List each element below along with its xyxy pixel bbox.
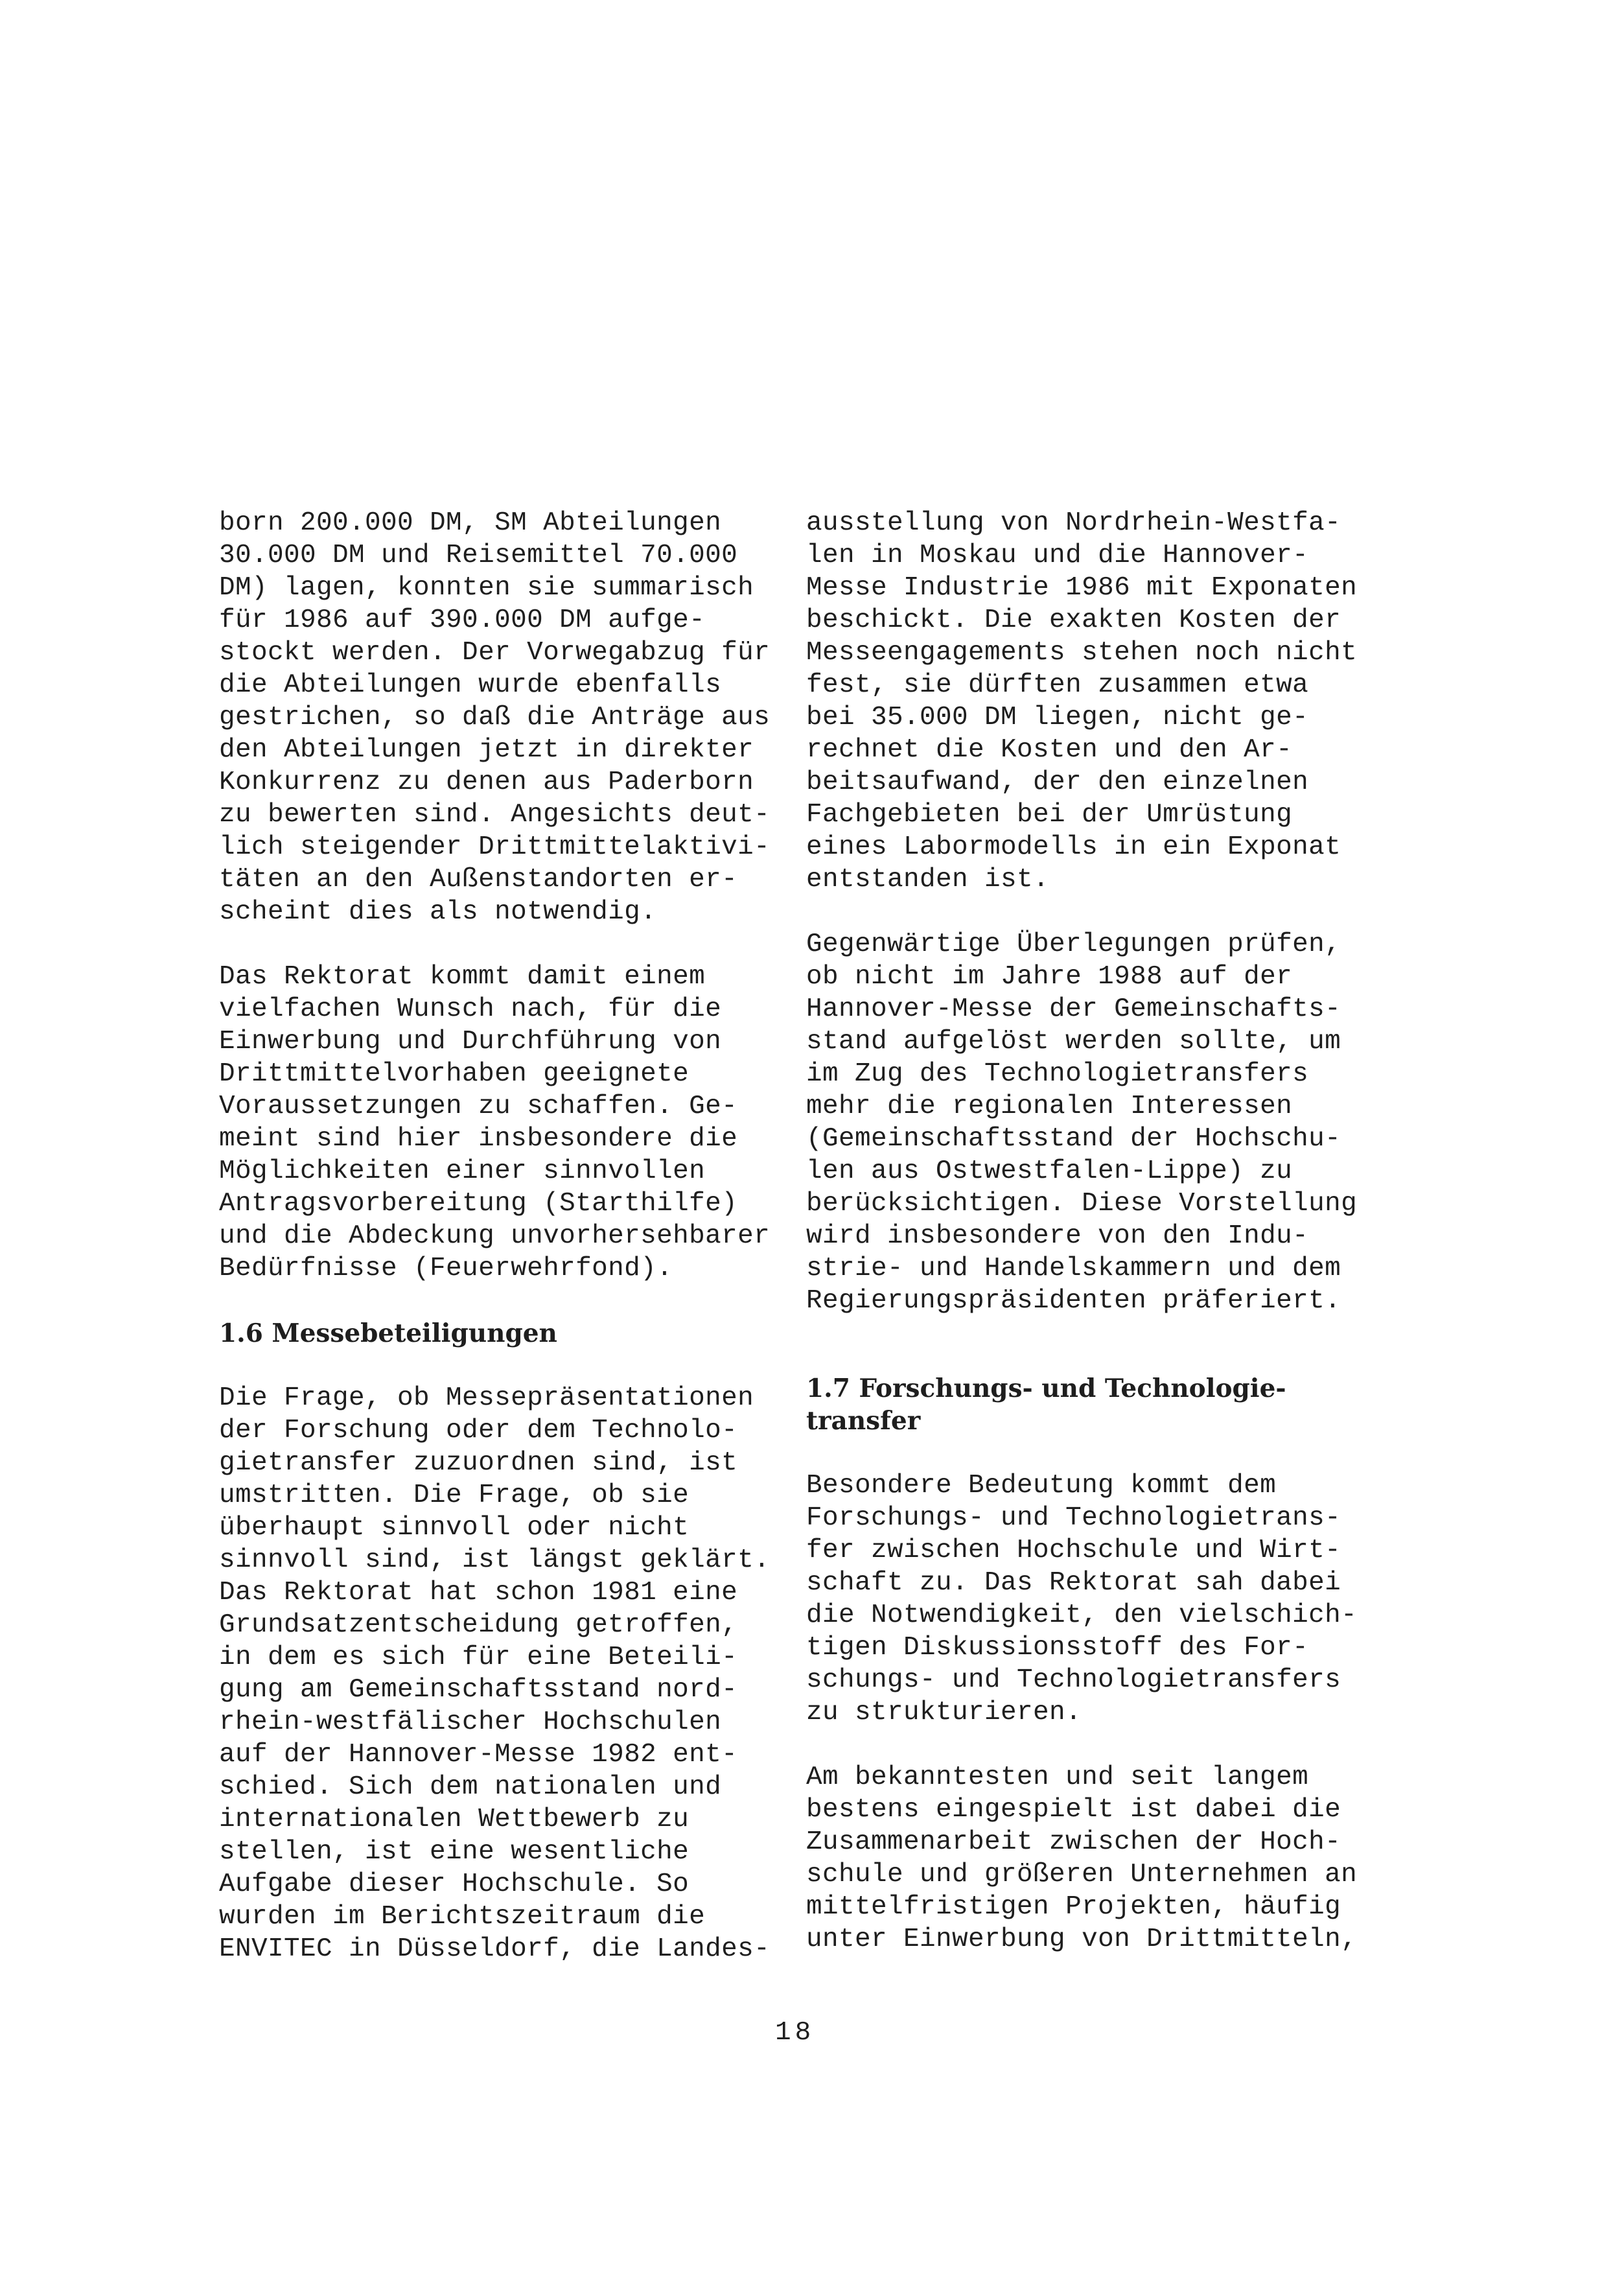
- text-line: 30.000 DM und Reisemittel 70.000: [219, 541, 738, 570]
- text-line: born 200.000 DM, SM Abteilungen: [219, 508, 722, 538]
- text-line: Zusammenarbeit zwischen der Hoch-: [806, 1827, 1341, 1857]
- text-line: in dem es sich für eine Beteili-: [219, 1643, 738, 1672]
- paragraph: [219, 507, 789, 928]
- text-line: mittelfristigen Projekten, häufig: [806, 1892, 1341, 1922]
- text-line: scheint dies als notwendig.: [219, 897, 657, 927]
- text-line: der Forschung oder dem Technolo-: [219, 1416, 738, 1445]
- text-line: wurden im Berichtszeitraum die: [219, 1902, 706, 1932]
- text-line: fer zwischen Hochschule und Wirt-: [806, 1536, 1341, 1565]
- text-line: rechnet die Kosten und den Ar-: [806, 735, 1293, 765]
- text-line: bestens eingespielt ist dabei die: [806, 1795, 1341, 1825]
- text-line: tigen Diskussionsstoff des For-: [806, 1633, 1309, 1663]
- text-line: strie- und Handelskammern und dem: [806, 1254, 1341, 1283]
- text-line: die Notwendigkeit, den vielschich-: [806, 1600, 1358, 1630]
- text-line: len aus Ostwestfalen-Lippe) zu: [806, 1156, 1293, 1186]
- text-line: Am bekanntesten und seit langem: [806, 1762, 1309, 1792]
- text-line: für 1986 auf 390.000 DM aufge-: [219, 605, 706, 635]
- text-line: stellen, ist eine wesentliche: [219, 1837, 690, 1867]
- text-line: umstritten. Die Frage, ob sie: [219, 1481, 690, 1510]
- text-line: und die Abdeckung unvorhersehbarer: [219, 1221, 771, 1251]
- text-line: schungs- und Technologietransfers: [806, 1665, 1341, 1695]
- text-line: Möglichkeiten einer sinnvollen: [219, 1156, 706, 1186]
- text-line: gietransfer zuzuordnen sind, ist: [219, 1448, 738, 1478]
- text-line: (Gemeinschaftsstand der Hochschu-: [806, 1124, 1341, 1154]
- text-line: fest, sie dürften zusammen etwa: [806, 670, 1309, 700]
- text-line: transfer: [806, 1406, 921, 1436]
- text-line: Grundsatzentscheidung getroffen,: [219, 1610, 738, 1640]
- text-line: schaft zu. Das Rektorat sah dabei: [806, 1568, 1341, 1598]
- paragraph: [806, 507, 1376, 896]
- text-line: stand aufgelöst werden sollte, um: [806, 1027, 1341, 1057]
- left-column: [219, 507, 789, 1965]
- text-line: sinnvoll sind, ist längst geklärt.: [219, 1545, 771, 1575]
- text-line: gestrichen, so daß die Anträge aus: [219, 703, 771, 732]
- paragraph: [806, 1469, 1376, 1729]
- text-line: schied. Sich dem nationalen und: [219, 1772, 722, 1802]
- text-line: DM) lagen, konnten sie summarisch: [219, 573, 754, 603]
- text-line: Drittmittelvorhaben geeignete: [219, 1059, 690, 1089]
- text-line: gung am Gemeinschaftsstand nord-: [219, 1675, 738, 1705]
- text-line: 1.6 Messebeteiligungen: [219, 1318, 557, 1348]
- text-line: rhein-westfälischer Hochschulen: [219, 1707, 722, 1737]
- text-line: Voraussetzungen zu schaffen. Ge-: [219, 1092, 738, 1121]
- paragraph: [806, 1761, 1376, 1956]
- text-line: Konkurrenz zu denen aus Paderborn: [219, 767, 754, 797]
- text-line: Bedürfnisse (Feuerwehrfond).: [219, 1254, 673, 1283]
- text-line: internationalen Wettbewerb zu: [219, 1805, 690, 1834]
- paragraph: [219, 1382, 789, 1965]
- text-line: im Zug des Technologietransfers: [806, 1059, 1309, 1089]
- text-line: 1.7 Forschungs- und Technologie-: [806, 1374, 1286, 1403]
- text-line: lich steigender Drittmittelaktivi-: [219, 832, 771, 862]
- text-line: Besondere Bedeutung kommt dem: [806, 1471, 1277, 1501]
- text-line: Das Rektorat hat schon 1981 eine: [219, 1578, 738, 1608]
- text-line: auf der Hannover-Messe 1982 ent-: [219, 1740, 738, 1770]
- text-line: Aufgabe dieser Hochschule. So: [219, 1869, 690, 1899]
- paragraph: [806, 928, 1376, 1317]
- text-line: Die Frage, ob Messepräsentationen: [219, 1383, 754, 1413]
- text-line: zu strukturieren.: [806, 1698, 1082, 1727]
- text-line: stockt werden. Der Vorwegabzug für: [219, 638, 771, 668]
- text-line: len in Moskau und die Hannover-: [806, 541, 1309, 570]
- text-line: Forschungs- und Technologietrans-: [806, 1503, 1341, 1533]
- text-line: den Abteilungen jetzt in direkter: [219, 735, 754, 765]
- text-line: meint sind hier insbesondere die: [219, 1124, 738, 1154]
- text-line: unter Einwerbung von Drittmitteln,: [806, 1925, 1358, 1954]
- page-number: 18: [775, 2018, 815, 2048]
- text-line: beitsaufwand, der den einzelnen: [806, 767, 1309, 797]
- text-line: Messeengagements stehen noch nicht: [806, 638, 1358, 668]
- text-line: ausstellung von Nordrhein-Westfa-: [806, 508, 1341, 538]
- text-line: Messe Industrie 1986 mit Exponaten: [806, 573, 1358, 603]
- text-line: überhaupt sinnvoll oder nicht: [219, 1513, 690, 1543]
- text-line: ob nicht im Jahre 1988 auf der: [806, 962, 1293, 992]
- section-heading-1-6: [219, 1317, 789, 1350]
- text-line: Einwerbung und Durchführung von: [219, 1027, 722, 1057]
- text-line: mehr die regionalen Interessen: [806, 1092, 1293, 1121]
- text-line: entstanden ist.: [806, 865, 1050, 895]
- text-line: bei 35.000 DM liegen, nicht ge-: [806, 703, 1309, 732]
- text-line: Das Rektorat kommt damit einem: [219, 962, 706, 992]
- text-line: Fachgebieten bei der Umrüstung: [806, 800, 1293, 830]
- text-line: wird insbesondere von den Indu-: [806, 1221, 1309, 1251]
- text-line: zu bewerten sind. Angesichts deut-: [219, 800, 771, 830]
- right-column: [806, 507, 1376, 1956]
- text-line: schule und größeren Unternehmen an: [806, 1860, 1358, 1890]
- text-line: ENVITEC in Düsseldorf, die Landes-: [219, 1934, 771, 1964]
- section-heading-1-7: [806, 1372, 1376, 1437]
- text-line: eines Labormodells in ein Exponat: [806, 832, 1341, 862]
- text-line: berücksichtigen. Diese Vorstellung: [806, 1189, 1358, 1219]
- text-line: Regierungspräsidenten präferiert.: [806, 1286, 1341, 1316]
- text-line: Antragsvorbereitung (Starthilfe): [219, 1189, 738, 1219]
- text-line: täten an den Außenstandorten er-: [219, 865, 738, 895]
- paragraph: [219, 961, 789, 1285]
- text-line: Hannover-Messe der Gemeinschafts-: [806, 994, 1341, 1024]
- text-line: vielfachen Wunsch nach, für die: [219, 994, 722, 1024]
- text-line: beschickt. Die exakten Kosten der: [806, 605, 1341, 635]
- text-line: Gegenwärtige Überlegungen prüfen,: [806, 930, 1341, 959]
- text-line: die Abteilungen wurde ebenfalls: [219, 670, 722, 700]
